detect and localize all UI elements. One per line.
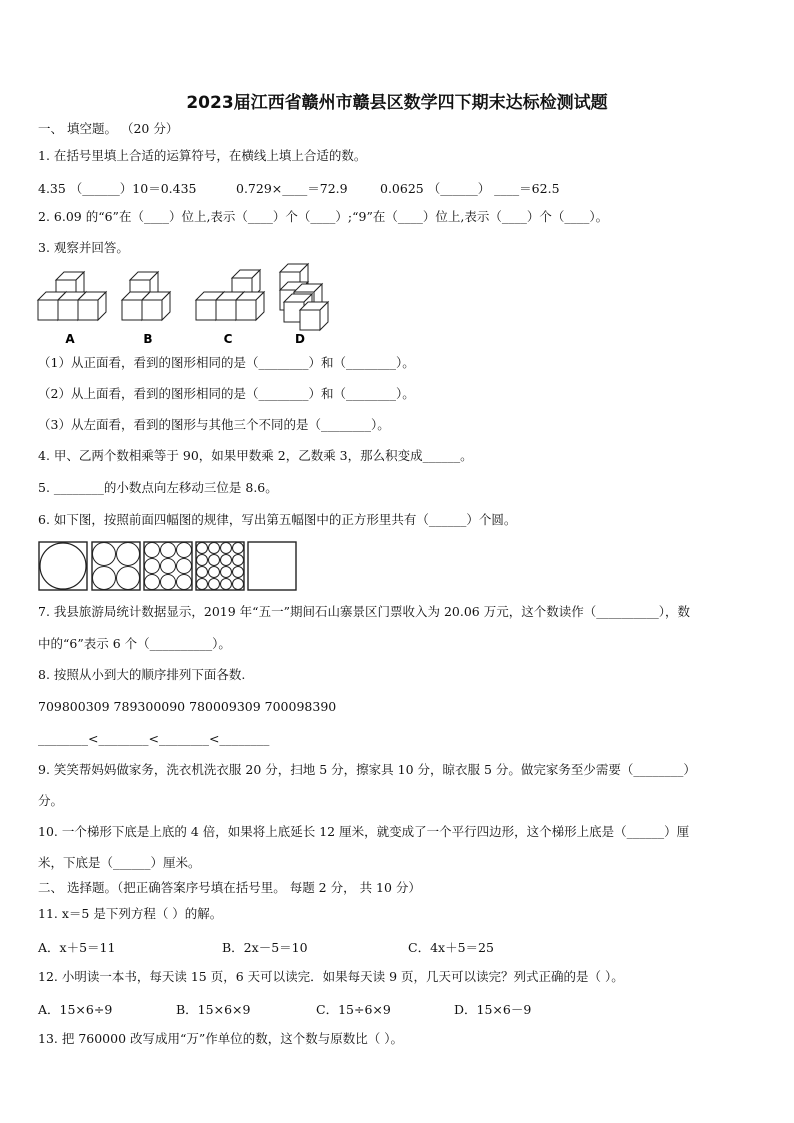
figure-c [196,270,264,320]
pattern-5-empty [248,542,296,590]
question-3-part-1: （1）从正面看，看到的图形相同的是（________）和（________）。 [38,355,415,370]
question-10-line-1: 10. 一个梯形下底是上底的 4 倍，如果将上底延长 12 厘米，就变成了一个平行四边形，这个梯形上底是（______）厘 [38,824,690,839]
label-d: D [295,332,305,346]
question-12-option-b: B．15×6×9 [176,1002,251,1017]
question-1: 1. 在括号里填上合适的运算符号，在横线上填上合适的数。 [38,148,367,163]
question-11-option-a: A．x＋5＝11 [38,940,116,955]
question-12-option-d: D．15×6－9 [454,1002,532,1017]
question-11: 11. x＝5 是下列方程（ ）的解。 [38,906,223,921]
question-12-option-c: C．15÷6×9 [316,1002,391,1017]
pattern-3 [144,542,192,590]
question-12: 12. 小明读一本书，每天读 15 页，6 天可以读完．如果每天读 9 页，几天可以读完？列式正确的是（ ）。 [38,969,624,984]
question-3-part-3: （3）从左面看，看到的图形与其他三个不同的是（________）。 [38,417,390,432]
question-9-line-1: 9. 笑笑帮妈妈做家务，洗衣机洗衣服 20 分，扫地 5 分，擦家具 10 分，晾衣服 5 分。做完家务至少需要（________） [38,762,696,777]
pattern-4 [196,542,244,590]
figure-a [38,272,106,320]
question-8-numbers: 709800309 789300090 780009309 700098390 [38,699,337,714]
question-1-item-2: 0.729×____＝72.9 [236,181,348,196]
question-12-option-a: A．15×6÷9 [38,1002,113,1017]
question-9-line-2: 分。 [38,793,64,808]
figure-b [122,272,170,320]
label-a: A [65,332,75,346]
label-b: B [143,332,153,346]
question-1-item-3: 0.0625 （______） ____＝62.5 [380,181,560,196]
pattern-2 [92,542,140,590]
pattern-1 [39,542,87,590]
question-7-line-2: 中的“6”表示 6 个（__________）。 [38,636,231,651]
figure-d [280,264,328,330]
question-5: 5. ________的小数点向左移动三位是 8.6。 [38,480,278,495]
label-c: C [223,332,233,346]
question-4: 4. 甲、乙两个数相乘等于 90，如果甲数乘 2，乙数乘 3，那么积变成______。 [38,448,473,463]
question-8: 8. 按照从小到大的顺序排列下面各数. [38,667,246,682]
cube-figures [30,262,340,348]
page-title: 2023届江西省赣州市赣县区数学四下期末达标检测试题 [186,93,608,113]
question-7-line-1: 7. 我县旅游局统计数据显示，2019 年“五一”期间石山寨景区门票收入为 20.06 万元，这个数读作（__________），数 [38,604,690,619]
circle-pattern-figures [38,541,300,593]
section-1-heading: 一、 填空题。 （20 分） [38,121,179,136]
question-2: 2. 6.09 的“6”在（____）位上,表示（____）个（____）;“9”在（____）位上,表示（____）个（____）。 [38,209,609,224]
question-10-line-2: 米，下底是（______）厘米。 [38,855,201,870]
question-11-option-b: B．2x－5＝10 [222,940,308,955]
question-1-item-1: 4.35 （______）10＝0.435 [38,181,197,196]
question-8-blanks: ________<________<________<________ [38,731,270,746]
question-11-option-c: C．4x＋5＝25 [408,940,494,955]
question-13: 13. 把 760000 改写成用“万”作单位的数，这个数与原数比（ ）。 [38,1031,404,1046]
question-6: 6. 如下图，按照前面四幅图的规律，写出第五幅图中的正方形里共有（______）个圆。 [38,512,517,527]
question-3-part-2: （2）从上面看，看到的图形相同的是（________）和（________）。 [38,386,415,401]
section-2-heading: 二、 选择题。（把正确答案序号填在括号里。 每题 2 分， 共 10 分） [38,880,421,895]
question-3: 3. 观察并回答。 [38,240,129,255]
